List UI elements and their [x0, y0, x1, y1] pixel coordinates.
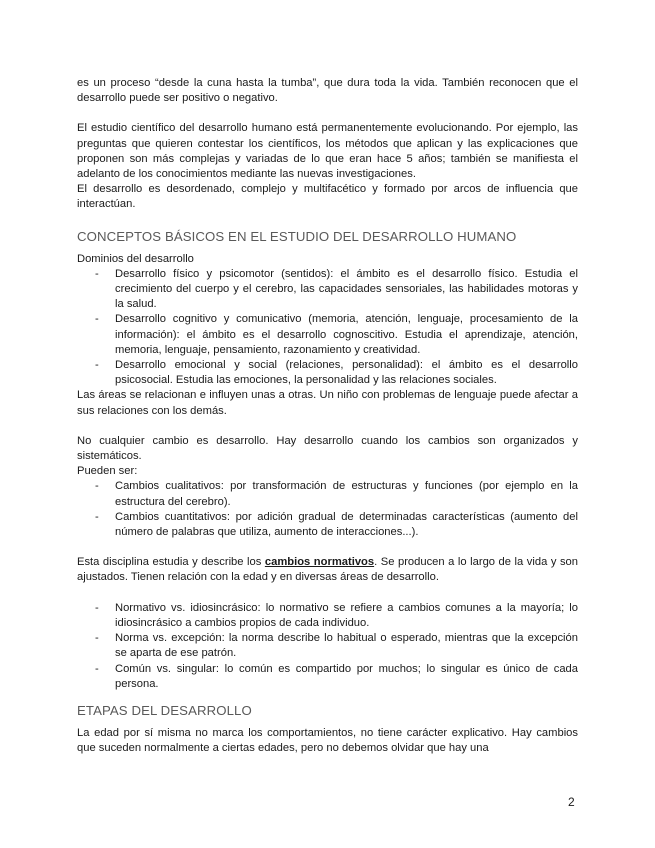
dash-bullet: - [95, 662, 99, 675]
intro-paragraph-1: es un proceso “desde la cuna hasta la tumba”, que dura toda la vida. También reconocen que el desarrollo puede ser positivo o negativo. [77, 77, 578, 105]
normative-paragraph: Esta disciplina estudia y describe los cambios normativos. Se producen a lo largo de la vida y son ajustados. Tienen relación con la edad y en diversas áreas de desarrollo. [77, 556, 579, 584]
domains-list [77, 267, 578, 389]
dash-bullet: - [95, 601, 99, 614]
dash-bullet: - [95, 313, 99, 326]
list-item: - Cambios cuantitativos: por adición gradual de determinadas características (aumento del número de palabras que utiliza, aumento de interacciones...). [95, 510, 578, 539]
areas-paragraph: Las áreas se relacionan e influyen unas a otras. Un niño con problemas de lenguaje puede afectar a sus relaciones con los demás. [77, 389, 578, 417]
list-item: - Desarrollo físico y psicomotor (sentidos): el ámbito es el desarrollo físico. Estudia el crecimiento del cuerpo y el cerebro, las capacidades sensoriales, las habilidades motoras y la salud. [95, 267, 578, 311]
page-number: 2 [568, 795, 575, 809]
list-item: - Común vs. singular: lo común es compartido por muchos; lo singular es único de cada persona. [95, 662, 578, 690]
section-heading-conceptos: CONCEPTOS BÁSICOS EN EL ESTUDIO DEL DESARROLLO HUMANO [77, 228, 517, 244]
document-page [77, 76, 578, 756]
normative-term: cambios normativos [264, 556, 375, 569]
dash-bullet: - [95, 359, 99, 372]
changes-list [77, 479, 578, 540]
change-paragraph: No cualquier cambio es desarrollo. Hay desarrollo cuando los cambios son organizados y sistemáticos. [77, 434, 578, 463]
list-item: - Normativo vs. idiosincrásico: lo normativo se refiere a cambios comunes a la mayoría; lo idiosincrásico a cambios propios de cada individuo. [95, 601, 578, 629]
etapas-paragraph: La edad por sí misma no marca los comportamientos, no tiene carácter explicativo. Hay cambios que suceden normalmente a ciertas edades, pero no debemos olvidar que hay una [77, 726, 578, 755]
domains-label: Dominios del desarrollo [77, 252, 194, 265]
dash-bullet: - [95, 267, 99, 280]
list-item: - Desarrollo emocional y social (relaciones, personalidad): el ámbito es el desarrollo psicosocial. Estudia las emociones, la personalidad y las relaciones sociales. [95, 359, 578, 387]
list-item: - Norma vs. excepción: la norma describe lo habitual o esperado, mientras que la excepción se aparta de ese patrón. [95, 632, 578, 660]
dash-bullet: - [95, 480, 99, 493]
dash-bullet: - [95, 510, 99, 523]
intro-paragraph-2: El estudio científico del desarrollo humano está permanentemente evolucionando. Por ejemplo, las preguntas que quieren contestar los científicos, los métodos que aplican y las explicaciones que proponen son más complejas y variadas de lo que eran hace 5 años; también se manifiesta el adelanto de los conocimientos mediante las nuevas investigaciones. [77, 122, 578, 181]
contrasts-list [77, 601, 578, 692]
can-be-label: Pueden ser: [77, 465, 138, 478]
list-item: - Desarrollo cognitivo y comunicativo (memoria, atención, lenguaje, procesamiento de la información): el ámbito es el desarrollo cognoscitivo. Estudia el aprendizaje, atención, memoria, lenguaje, pensamiento, razonamiento y creatividad. [95, 313, 578, 356]
list-item: - Cambios cualitativos: por transformación de estructuras y funciones (por ejemplo en la estructura del cerebro). [95, 480, 578, 508]
intro-paragraph-3: El desarrollo es desordenado, complejo y multifacético y formado por arcos de influencia que interactúan. [77, 183, 578, 211]
dash-bullet: - [95, 632, 99, 645]
section-heading-etapas: ETAPAS DEL DESARROLLO [77, 702, 252, 718]
